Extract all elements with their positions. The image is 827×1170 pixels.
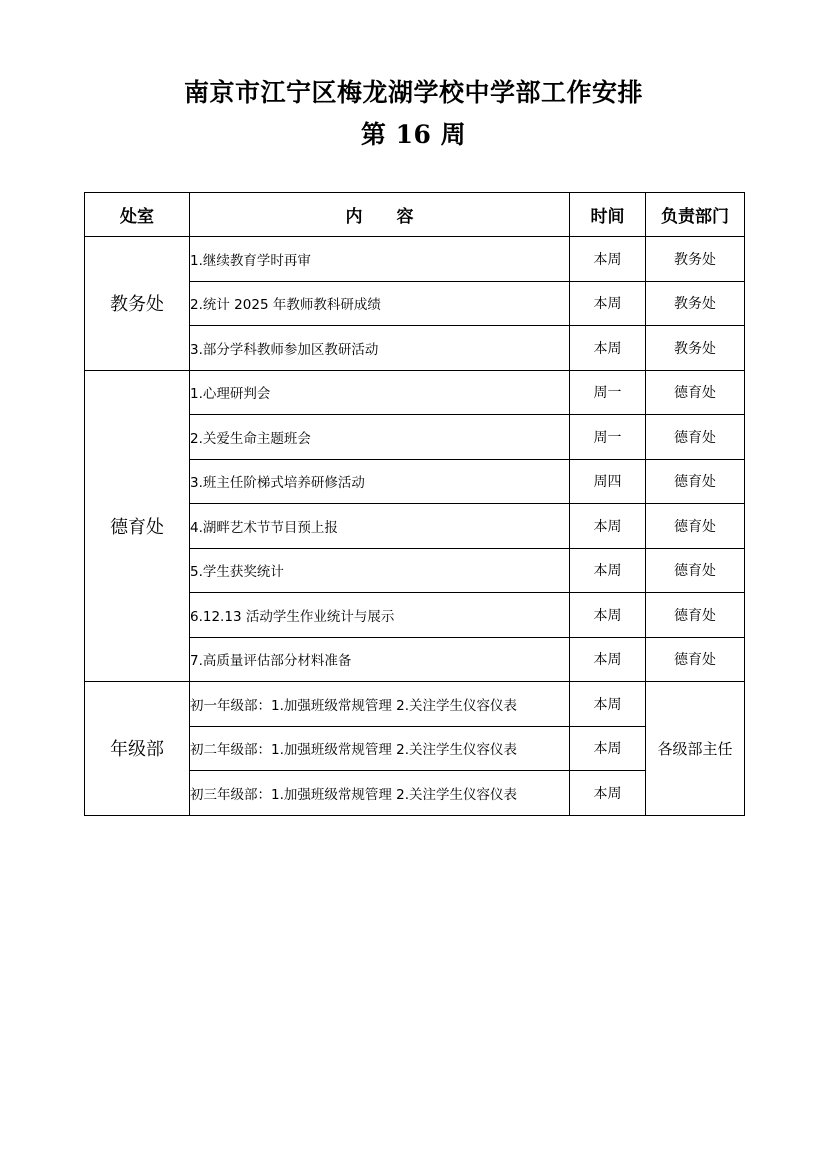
table-row xyxy=(85,237,745,282)
table-header-row xyxy=(85,193,745,237)
content-cell: 4.湖畔艺术节节目预上报 xyxy=(190,504,570,549)
responsible-cell: 德育处 xyxy=(646,637,745,682)
content-cell: 6.12.13 活动学生作业统计与展示 xyxy=(190,593,570,638)
content-cell: 1.继续教育学时再审 xyxy=(190,237,570,282)
header-time: 时间 xyxy=(570,193,646,237)
responsible-cell: 教务处 xyxy=(646,281,745,326)
time-cell: 本周 xyxy=(570,682,646,727)
time-cell: 本周 xyxy=(570,548,646,593)
content-cell: 3.班主任阶梯式培养研修活动 xyxy=(190,459,570,504)
time-cell: 本周 xyxy=(570,771,646,816)
dept-cell-grade-division: 年级部 xyxy=(85,682,190,816)
work-schedule-table xyxy=(84,192,745,816)
responsible-cell: 德育处 xyxy=(646,370,745,415)
responsible-cell: 德育处 xyxy=(646,593,745,638)
responsible-cell: 教务处 xyxy=(646,326,745,371)
responsible-cell: 教务处 xyxy=(646,237,745,282)
time-cell: 本周 xyxy=(570,637,646,682)
responsible-cell: 德育处 xyxy=(646,415,745,460)
dept-cell-moral-education: 德育处 xyxy=(85,370,190,682)
time-cell: 本周 xyxy=(570,326,646,371)
table-row xyxy=(85,370,745,415)
content-cell: 7.高质量评估部分材料准备 xyxy=(190,637,570,682)
header-content: 内 容 xyxy=(190,193,570,237)
dept-cell-academic-affairs: 教务处 xyxy=(85,237,190,371)
content-cell: 1.心理研判会 xyxy=(190,370,570,415)
responsible-cell: 德育处 xyxy=(646,548,745,593)
time-cell: 本周 xyxy=(570,726,646,771)
time-cell: 周一 xyxy=(570,370,646,415)
responsible-cell: 德育处 xyxy=(646,459,745,504)
time-cell: 本周 xyxy=(570,281,646,326)
time-cell: 周四 xyxy=(570,459,646,504)
content-cell: 2.关爱生命主题班会 xyxy=(190,415,570,460)
content-cell: 初一年级部：1.加强班级常规管理 2.关注学生仪容仪表 xyxy=(190,682,570,727)
content-cell: 初三年级部：1.加强班级常规管理 2.关注学生仪容仪表 xyxy=(190,771,570,816)
content-cell: 2.统计 2025 年教师教科研成绩 xyxy=(190,281,570,326)
header-responsible: 负责部门 xyxy=(646,193,745,237)
week-number-title: 第 16 周 xyxy=(360,120,467,149)
responsible-cell: 德育处 xyxy=(646,504,745,549)
header-dept: 处室 xyxy=(85,193,190,237)
content-cell: 初二年级部：1.加强班级常规管理 2.关注学生仪容仪表 xyxy=(190,726,570,771)
table-row xyxy=(85,682,745,727)
content-cell: 5.学生获奖统计 xyxy=(190,548,570,593)
document-title: 南京市江宁区梅龙湖学校中学部工作安排 xyxy=(183,78,643,107)
time-cell: 本周 xyxy=(570,237,646,282)
time-cell: 本周 xyxy=(570,593,646,638)
responsible-cell-merged: 各级部主任 xyxy=(646,682,745,816)
time-cell: 周一 xyxy=(570,415,646,460)
content-cell: 3.部分学科教师参加区教研活动 xyxy=(190,326,570,371)
time-cell: 本周 xyxy=(570,504,646,549)
